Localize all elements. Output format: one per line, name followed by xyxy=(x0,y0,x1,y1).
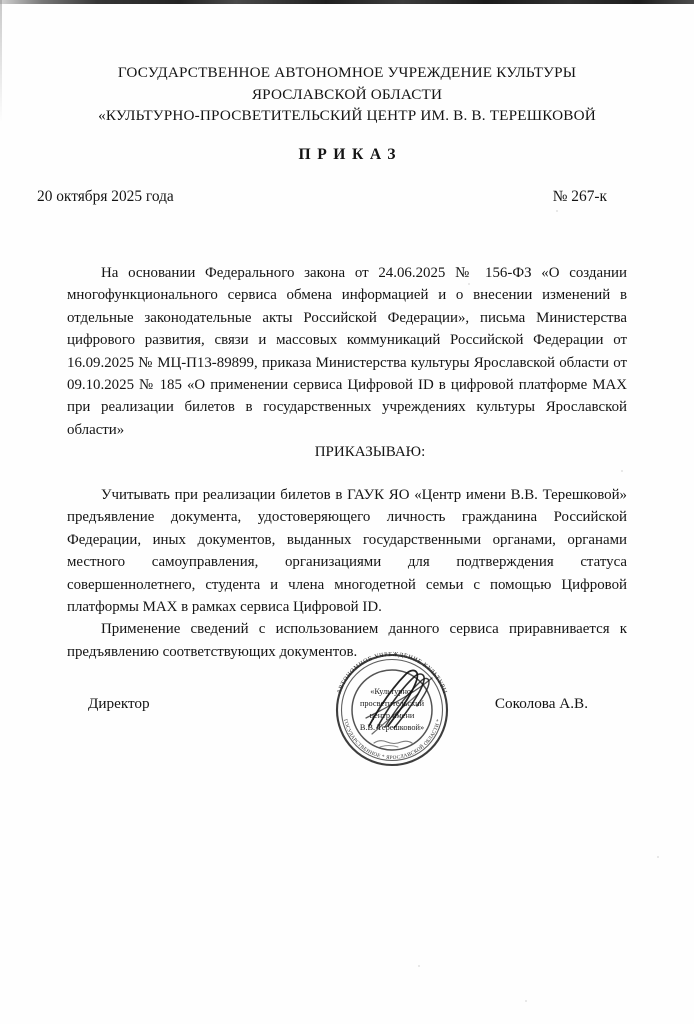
scan-speck xyxy=(525,1000,527,1002)
organization-header-line-3: «КУЛЬТУРНО-ПРОСВЕТИТЕЛЬСКИЙ ЦЕНТР ИМ. В. В. ТЕРЕШКОВОЙ xyxy=(98,107,596,124)
seal-inner-line-4: В.В. Терешковой» xyxy=(359,723,425,732)
basis-paragraph-block xyxy=(67,262,627,441)
signatory-name: Соколова А.В. xyxy=(494,695,588,712)
scan-speck xyxy=(621,470,623,472)
signatory-post: Директор xyxy=(88,695,150,712)
scan-speck xyxy=(468,283,470,285)
seal-inner-line-2: просветительский xyxy=(359,699,425,708)
scan-edge-left xyxy=(0,0,2,1024)
seal-inner-line-1: «Культурно- xyxy=(370,687,414,696)
document-date: 20 октября 2025 года xyxy=(37,188,174,205)
signature-row xyxy=(88,695,588,713)
document-kind-title: ПРИКАЗ xyxy=(298,146,403,163)
order-paragraph-1: Учитывать при реализации билетов в ГАУК ЯО «Центр имени В.В. Терешковой» предъявление документа, удостоверяющего личность гражданина Российской Федерации, иных документов, выданных государственными органами, органами местного самоуправления, организациями для подтверждения статуса совершеннолетнего, студента и члена многодетной семьи с помощью Цифровой платформы MAX в рамках сервиса Цифровой ID. xyxy=(67,487,627,616)
order-keyword: ПРИКАЗЫВАЮ: xyxy=(314,444,426,460)
scan-speck xyxy=(418,965,420,967)
organization-header-line-1: ГОСУДАРСТВЕННОЕ АВТОНОМНОЕ УЧРЕЖДЕНИЕ КУЛЬТУРЫ xyxy=(117,64,577,81)
scan-speck xyxy=(556,210,558,212)
order-paragraph-2: Применение сведений с использованием данного сервиса приравнивается к предъявлению соответствующих документов. xyxy=(67,621,627,660)
seal-inner-line-3: центр имени xyxy=(369,711,415,720)
organization-header xyxy=(47,62,647,127)
organization-header-line-2: ЯРОСЛАВСКОЙ ОБЛАСТИ xyxy=(251,85,443,103)
document-number: № 267-к xyxy=(552,188,607,205)
scan-speck xyxy=(657,856,659,858)
seal-outer-text-top: АВТОНОМНОЕ УЧРЕЖДЕНИЕ КУЛЬТУРЫ xyxy=(336,651,448,695)
basis-paragraph: На основании Федерального закона от 24.06.2025 № 156-ФЗ «О создании многофункционального сервиса обмена информацией и о внесении изменений в отдельные законодательные акты Российской Федерации», письма Министерства цифрового развития, связи и массовых коммуникаций Российской Федерации от 16.09.2025 № МЦ-П13-89899, приказа Министерства культуры Ярославской области от 09.10.2025 № 185 «О применении сервиса Цифровой ID в цифровой платформе MAX при реализации билетов в государственных учреждениях культуры Ярославской области» xyxy=(67,265,627,438)
document-meta-row xyxy=(37,188,607,206)
order-paragraph-block xyxy=(67,484,627,663)
seal-outer-text-bottom: ГОСУДАРСТВЕННОЕ * ЯРОСЛАВСКОЙ ОБЛАСТИ * xyxy=(341,718,443,762)
scan-edge-top xyxy=(0,0,694,4)
